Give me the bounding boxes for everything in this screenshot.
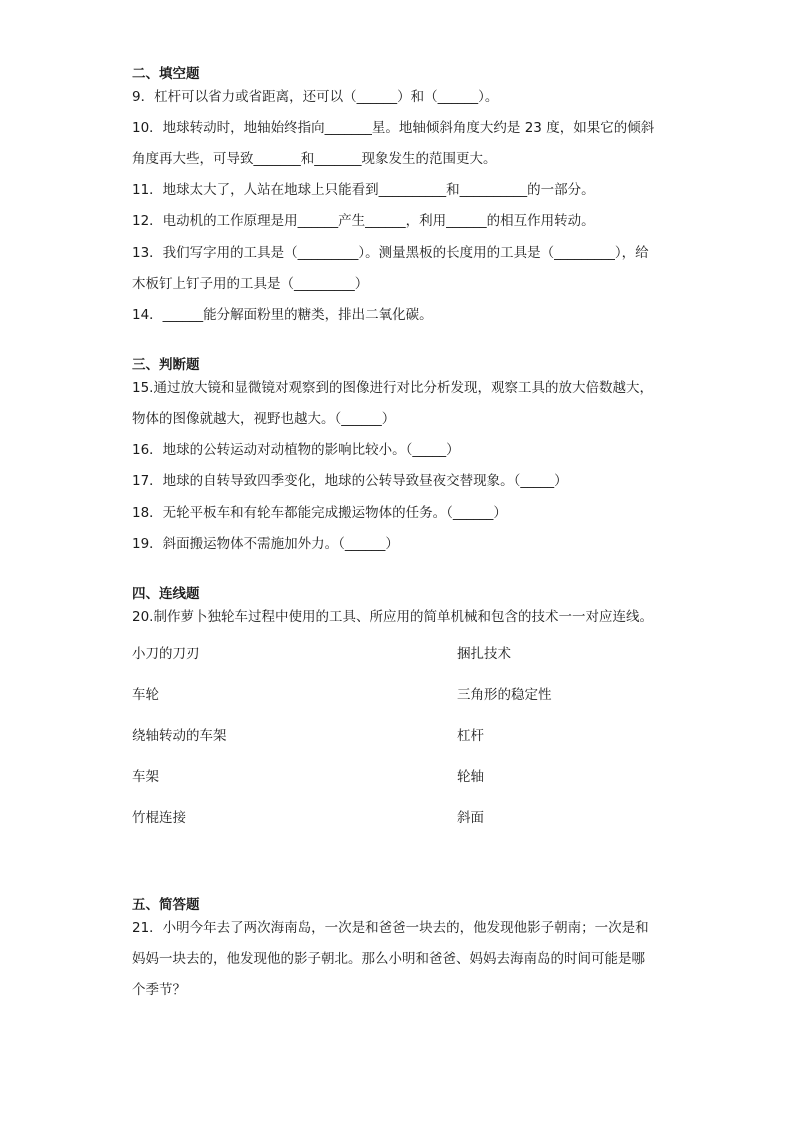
section-title-matching: 四、连线题: [132, 586, 200, 602]
question-13-line1: 13．我们写字用的工具是（_________）。测量黑板的长度用的工具是（_________），给: [132, 245, 649, 261]
question-20: 20.制作萝卜独轮车过程中使用的工具、所应用的简单机械和包含的技术一一对应连线。: [132, 609, 653, 625]
match-right-item: 捆扎技术: [457, 646, 511, 662]
question-17: 17．地球的自转导致四季变化，地球的公转导致昼夜交替现象。（_____）: [132, 473, 568, 489]
question-21-line1: 21．小明今年去了两次海南岛，一次是和爸爸一块去的，他发现他影子朝南；一次是和: [132, 920, 649, 936]
match-right-item: 轮轴: [457, 769, 484, 785]
match-left-item: 车轮: [132, 687, 159, 703]
question-16: 16．地球的公转运动对动植物的影响比较小。（_____）: [132, 442, 460, 458]
question-10-line2: 角度再大些，可导致_______和_______现象发生的范围更大。: [132, 151, 497, 167]
question-19: 19．斜面搬运物体不需施加外力。（______）: [132, 536, 399, 552]
match-right-item: 杠杆: [457, 728, 484, 744]
question-18: 18．无轮平板车和有轮车都能完成搬运物体的任务。（______）: [132, 505, 507, 521]
match-left-item: 车架: [132, 769, 159, 785]
question-15-line1: 15.通过放大镜和显微镜对观察到的图像进行对比分析发现，观察工具的放大倍数越大，: [132, 380, 653, 396]
question-12: 12．电动机的工作原理是用______产生______，利用______的相互作用转动。: [132, 213, 595, 229]
match-left-item: 绕轴转动的车架: [132, 728, 227, 744]
question-21-line3: 个季节？: [132, 982, 186, 998]
question-11: 11．地球太大了，人站在地球上只能看到__________和__________的一部分。: [132, 182, 595, 198]
question-21-line2: 妈妈一块去的，他发现他的影子朝北。那么小明和爸爸、妈妈去海南岛的时间可能是哪: [132, 951, 645, 967]
match-right-item: 三角形的稳定性: [457, 687, 552, 703]
match-right-item: 斜面: [457, 810, 484, 826]
section-title-fill-blank: 二、填空题: [132, 66, 200, 82]
section-title-short-answer: 五、简答题: [132, 897, 200, 913]
question-13-line2: 木板钉上钉子用的工具是（_________）: [132, 276, 369, 292]
question-9: 9．杠杆可以省力或省距离，还可以（______）和（______）。: [132, 89, 499, 105]
match-left-item: 竹棍连接: [132, 810, 186, 826]
match-left-item: 小刀的刀刃: [132, 646, 200, 662]
question-15-line2: 物体的图像就越大，视野也越大。（______）: [132, 411, 396, 427]
question-10-line1: 10．地球转动时，地轴始终指向_______星。地轴倾斜角度大约是 23 度，如果它的倾斜: [132, 120, 655, 136]
question-14: 14．______能分解面粉里的糖类，排出二氧化碳。: [132, 307, 433, 323]
section-title-true-false: 三、判断题: [132, 357, 200, 373]
